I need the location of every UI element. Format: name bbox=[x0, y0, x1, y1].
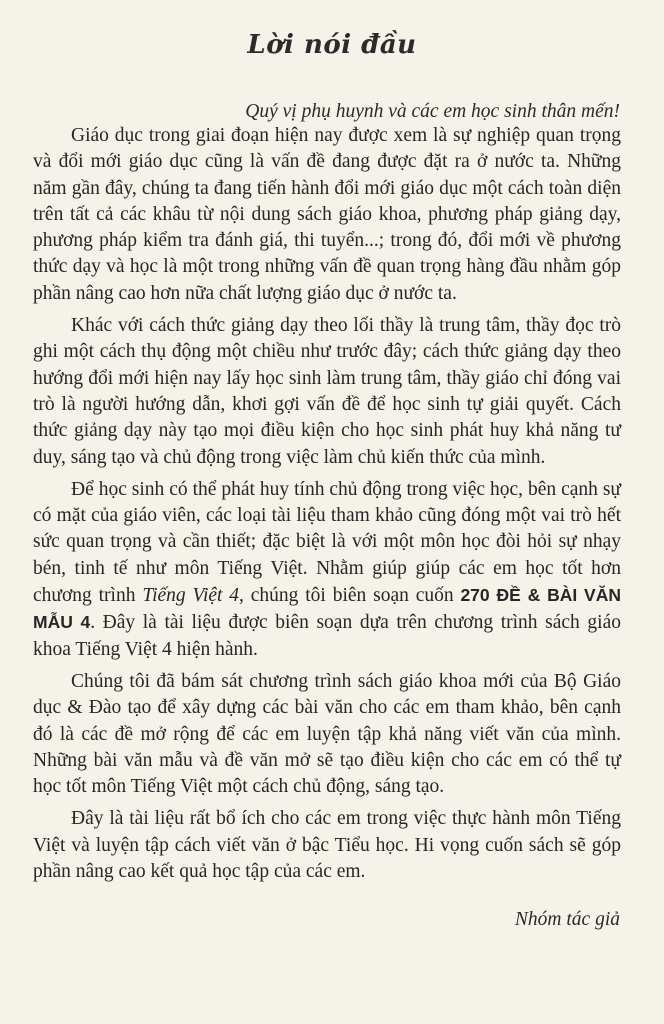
book-program-title: Tiếng Việt 4 bbox=[142, 585, 240, 607]
paragraph-2: Khác với cách thức giảng dạy theo lối thầy là trung tâm, thầy đọc trò ghi một cách thụ động một chiều như trước đây; cách thức giảng dạy theo hướng đổi mới hiện nay lấy học sinh làm trung tâm, thầy giáo chỉ đóng vai trò là người hướng dẫn, khơi gợi vấn đề để học sinh tự giải quyết. Cách thức giảng dạy này tạo mọi điều kiện cho học sinh phát huy khả năng tư duy, sáng tạo và chủ động trong việc làm chủ kiến thức của mình. bbox=[33, 315, 621, 468]
preface-body bbox=[33, 123, 621, 891]
paragraph-3-text-c: . Đây là tài liệu được biên soạn dựa trên chương trình sách giáo khoa Tiếng Việt 4 hiện hành. bbox=[33, 612, 621, 660]
paragraph-5: Đây là tài liệu rất bổ ích cho các em trong việc thực hành môn Tiếng Việt và luyện tập cách viết văn ở bậc Tiểu học. Hi vọng cuốn sách sẽ góp phần nâng cao kết quả học tập của các em. bbox=[33, 808, 621, 883]
paragraph-3-text-a: Để học sinh có thể phát huy tính chủ động trong việc học, bên cạnh sự có mặt của giáo viên, các loại tài liệu tham khảo cũng đóng một vai trò hết sức quan trọng và cần thiết; đặc biệt là với một môn học đòi hỏi sự nhạy bén, tinh tế như môn Tiếng Việt. Nhằm giúp giúp các em học tốt hơn chương trình bbox=[33, 478, 621, 607]
paragraph-1: Giáo dục trong giai đoạn hiện nay được xem là sự nghiệp quan trọng và đổi mới giáo dục cũng là vấn đề đang được đặt ra ở nước ta. Những năm gần đây, chúng ta đang tiến hành đổi mới giáo dục một cách toàn diện trên tất cả các khâu từ nội dung sách giáo khoa, phương pháp giảng dạy, phương pháp kiểm tra đánh giá, thi tuyển...; trong đó, đổi mới về phương thức dạy và học là một trong những vấn đề quan trọng hàng đầu nhằm góp phần nâng cao hơn nữa chất lượng giáo dục ở nước ta. bbox=[33, 125, 621, 304]
page-title: Lời nói đầu bbox=[247, 30, 417, 60]
paragraph-3 bbox=[33, 477, 621, 663]
paragraph-4: Chúng tôi đã bám sát chương trình sách giáo khoa mới của Bộ Giáo dục & Đào tạo để xây dựng các bài văn cho các em tham khảo, bên cạnh đó là các đề mở rộng để các em luyện tập khả năng viết văn của mình. Những bài văn mẫu và đề văn mở sẽ tạo điều kiện cho các em có thể tự học tốt môn Tiếng Việt một cách chủ động, sáng tạo. bbox=[33, 670, 621, 798]
book-title: 270 ĐỀ & BÀI VĂN MẪU 4 bbox=[33, 585, 622, 633]
greeting-line: Quý vị phụ huynh và các em học sinh thân mến! bbox=[245, 101, 620, 122]
author-signature: Nhóm tác giả bbox=[514, 909, 620, 930]
paragraph-3-text-b: , chúng tôi biên soạn cuốn bbox=[239, 585, 454, 607]
